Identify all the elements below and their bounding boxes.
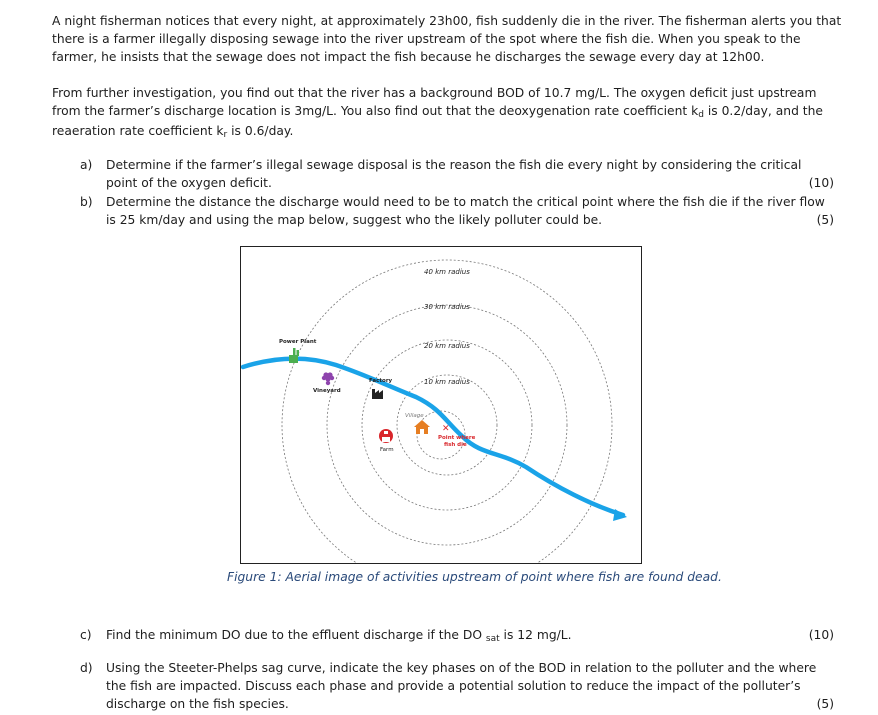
question-marks: (5) [816,697,834,711]
farm-icon [379,429,393,443]
power-plant-label: Power Plant [279,339,317,345]
subscript-sat: sat [485,634,500,644]
question-label: b) [80,195,93,209]
question-label: c) [80,628,92,642]
point-marker-icon: ✕ [442,424,450,434]
village-label: Village [405,413,424,419]
question-text: Determine if the farmer’s illegal sewage disposal is the reason the fish die every night by considering the critical point of the oxygen deficit. [106,158,802,190]
intro-paragraph-1: A night fisherman notices that every night, at approximately 23h00, fish suddenly die in the river. The fisherman alerts you that there is a farmer illegally disposing sewage into the river upstream of the spot where the fish die. When you speak to the farmer, he insists that the sewage does not impact the fish because he discharges the sewage every day at 12h00. [52,14,842,64]
intro-text: From further investigation, you find out that the river has a background BOD of 10.7 mg/L. The oxygen deficit just upstream from the farmer’s discharge location is 3mg/L. You also find out that the deoxygenation rate coefficient k [52,86,817,118]
map-figure [240,246,642,564]
question-text-part: Find the minimum DO due to the effluent discharge if the DO [106,628,486,642]
question-marks: (10) [808,176,834,190]
point-label-line1: Point where [438,435,476,441]
question-d [80,659,834,715]
figure-caption: Figure 1: Aerial image of activities upstream of point where fish are found dead. [227,570,722,584]
question-text: Determine the distance the discharge would need to be to match the critical point where the fish die if the river flow is 25 km/day and using the map below, suggest who the likely polluter could be. [106,195,825,227]
radius-label-20: 20 km radius [424,342,470,350]
factory-label: Factory [369,378,393,384]
farm-label: Farm [380,447,394,453]
radius-label-30: 30 km radius [424,303,470,311]
radius-label-10: 10 km radius [424,378,470,386]
question-text [106,626,834,646]
question-text-part: is 12 mg/L. [499,628,572,642]
subscript-r: r [223,130,228,140]
intro-text: is 0.2/day, and the reaeration rate coefficient k [52,104,823,138]
question-label: d) [80,661,93,675]
power-plant-icon [289,348,299,363]
point-label-line2: fish die [444,442,467,448]
village-house-icon [414,420,430,434]
question-c [80,626,834,646]
question-marks: (10) [808,628,834,642]
radius-label-40: 40 km radius [424,268,470,276]
intro-paragraph-2 [52,84,842,142]
question-marks: (5) [816,213,834,227]
vineyard-label: Vineyard [313,388,341,394]
question-a [80,156,834,194]
question-b [80,193,834,231]
question-text: Using the Steeter-Phelps sag curve, indicate the key phases on of the BOD in relation to the polluter and the where the fish are impacted. Discuss each phase and provide a potential solution to reduce the impact of the polluter’s discharge on the fish species. [106,661,817,711]
map-svg [241,247,641,563]
question-label: a) [80,158,93,172]
vineyard-icon [322,372,334,385]
factory-icon [372,389,383,399]
subscript-d: d [698,110,704,120]
intro-text: is 0.6/day. [227,124,294,138]
